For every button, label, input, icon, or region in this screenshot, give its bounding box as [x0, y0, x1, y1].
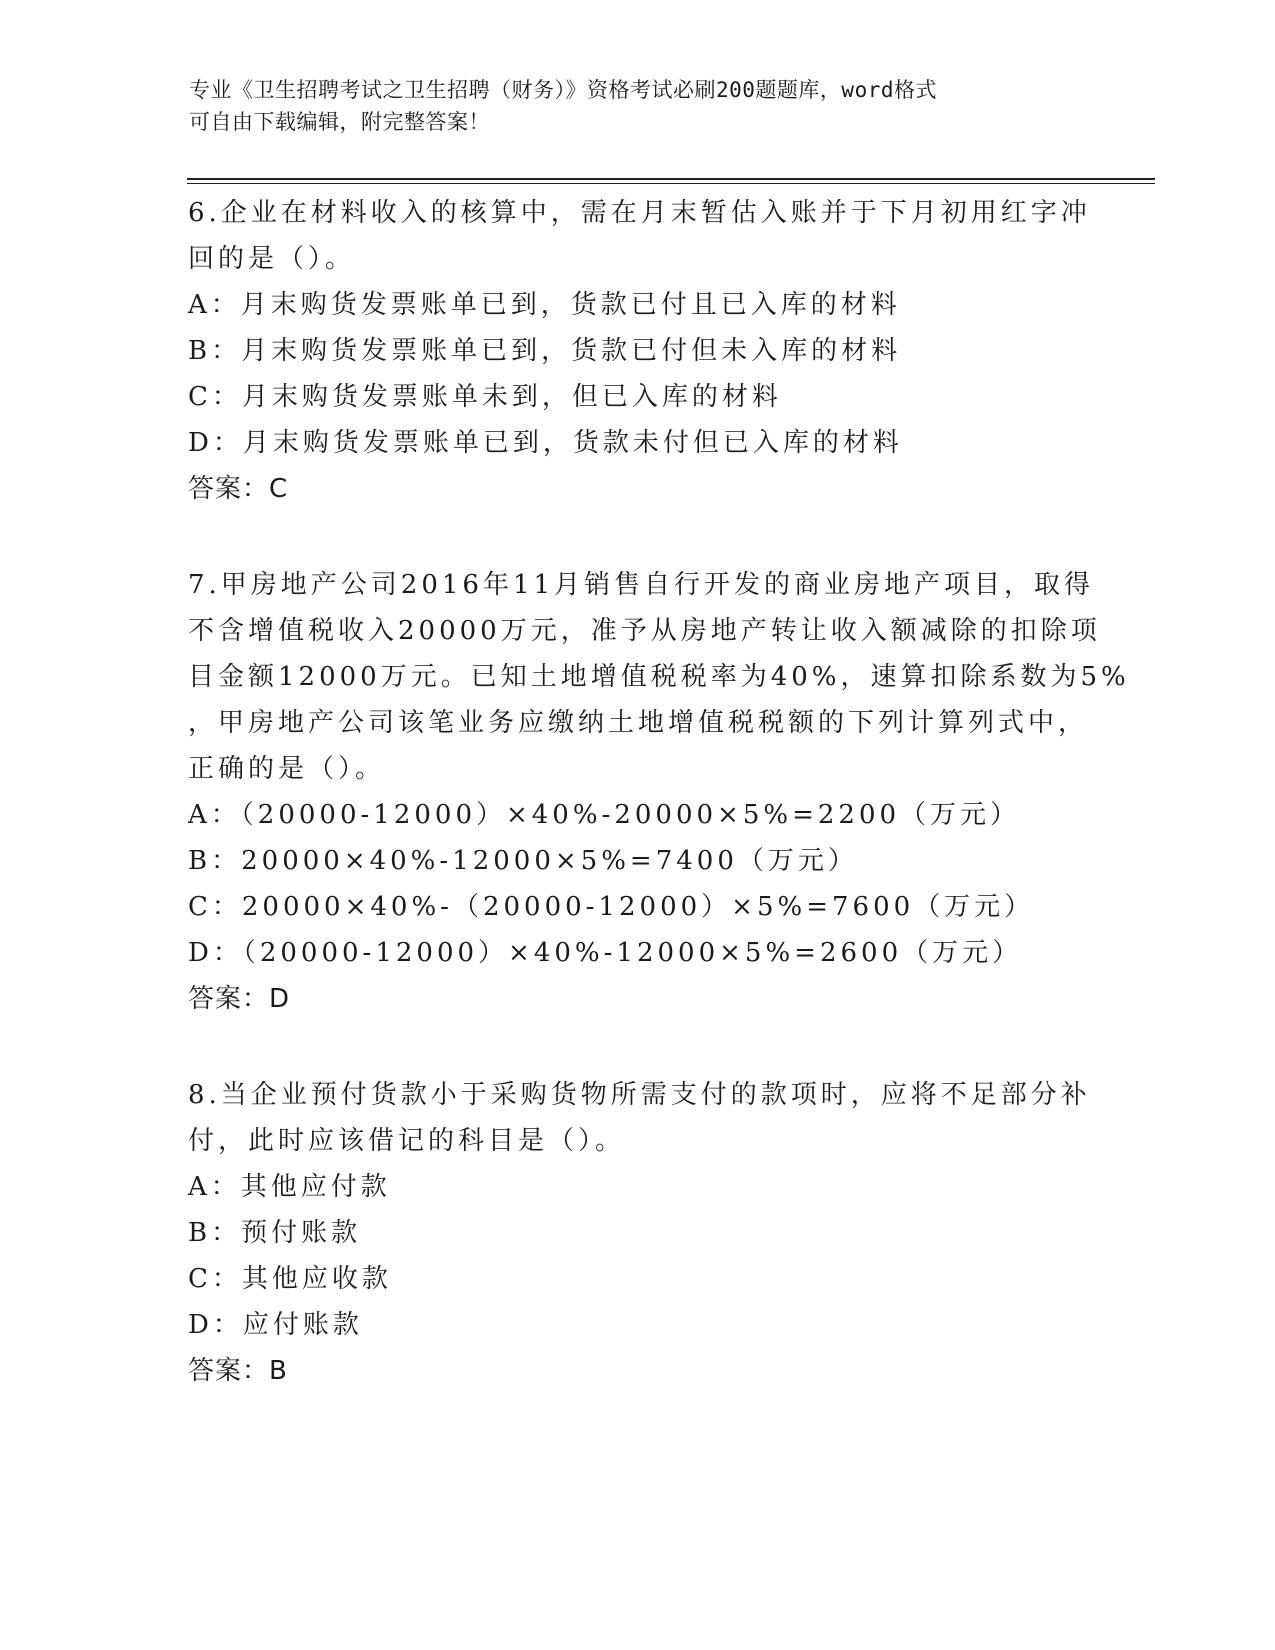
question-list	[188, 190, 1130, 1394]
option-c: C：20000×40%-（20000-12000）×5%=7600（万元）	[188, 892, 1035, 922]
option-c: C：月末购货发票账单未到，但已入库的材料	[188, 382, 782, 412]
answer-label: 答案：C	[188, 474, 289, 504]
option-b: B：20000×40%-12000×5%=7400（万元）	[188, 846, 858, 876]
answer-label: 答案：D	[188, 984, 291, 1014]
option-a: A：（20000-12000）×40%-20000×5%=2200（万元）	[188, 800, 1021, 830]
question-stem-line: 回的是（）。	[188, 244, 356, 274]
header-divider-thick	[187, 178, 1155, 180]
option-d: D：应付账款	[188, 1310, 363, 1340]
question-6	[188, 190, 1091, 512]
question-stem-line: 不含增值税收入20000万元，准予从房地产转让收入额减除的扣除项	[188, 616, 1101, 646]
document-header	[189, 74, 1069, 138]
question-stem-line: 正确的是（）。	[188, 754, 386, 784]
question-stem-line: 付，此时应该借记的科目是（）。	[188, 1126, 626, 1156]
option-c: C：其他应收款	[188, 1264, 392, 1294]
question-stem-line: ，甲房地产公司该笔业务应缴纳土地增值税税额的下列计算列式中，	[188, 708, 1089, 738]
option-b: B：预付账款	[188, 1218, 362, 1248]
question-stem-line: 6.企业在材料收入的核算中，需在月末暂估入账并于下月初用红字冲	[188, 198, 1091, 228]
option-a: A：其他应付款	[188, 1172, 391, 1202]
header-line-2: 可自由下载编辑，附完整答案！	[189, 110, 490, 134]
header-divider-thin	[187, 183, 1155, 184]
header-line-1: 专业《卫生招聘考试之卫生招聘（财务）》资格考试必刷200题题库，word格式	[189, 78, 937, 102]
question-7	[188, 562, 1130, 1022]
answer-label: 答案：B	[188, 1356, 288, 1386]
option-d: D：月末购货发票账单已到，货款未付但已入库的材料	[188, 428, 903, 458]
question-8	[188, 1072, 1091, 1394]
option-d: D：（20000-12000）×40%-12000×5%=2600（万元）	[188, 938, 1023, 968]
question-stem-line: 8.当企业预付货款小于采购货物所需支付的款项时，应将不足部分补	[188, 1080, 1091, 1110]
option-b: B：月末购货发票账单已到，货款已付但未入库的材料	[188, 336, 902, 366]
question-stem-line: 7.甲房地产公司2016年11月销售自行开发的商业房地产项目，取得	[188, 570, 1095, 600]
option-a: A：月末购货发票账单已到，货款已付且已入库的材料	[188, 290, 901, 320]
question-stem-line: 目金额12000万元。已知土地增值税税率为40%，速算扣除系数为5%	[188, 662, 1130, 692]
